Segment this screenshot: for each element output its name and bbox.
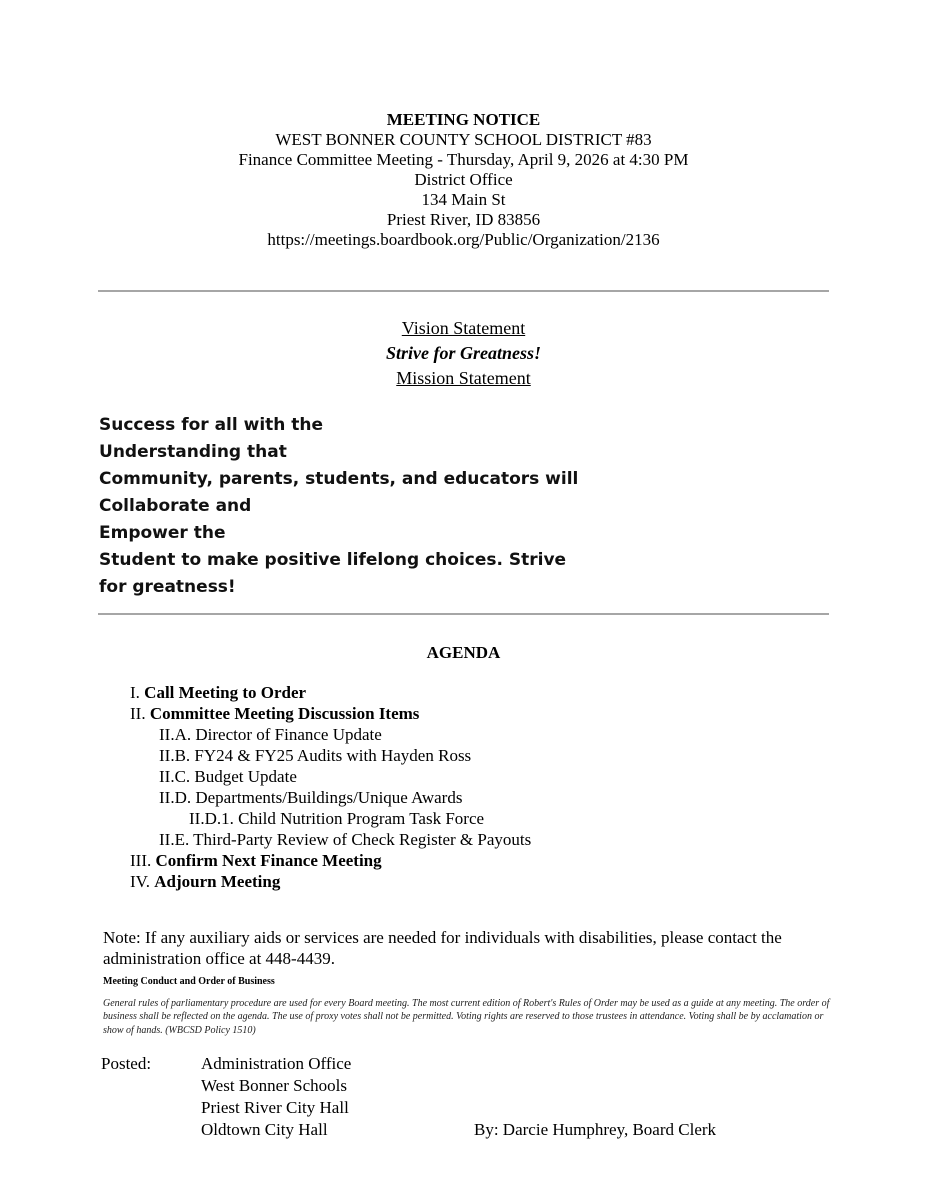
mission-label: Mission Statement bbox=[396, 368, 531, 388]
conduct-body: General rules of parliamentary procedure are used for every Board meeting. The most current edition of Robert's Rules of Order may be used as a guide at any meeting. The order of business shall be reflected on the agenda. The use of proxy votes shall not be permitted. Voting rights are reserved to those trustees in attendance. Voting shall be by acclamation or show of hands. (WBCSD Policy 1510) bbox=[103, 998, 830, 1036]
mission-line: Success for all with the bbox=[99, 415, 324, 435]
notice-title: MEETING NOTICE bbox=[386, 110, 541, 129]
posted-label: Posted: bbox=[101, 1054, 152, 1073]
mission-line: Collaborate and bbox=[99, 496, 252, 516]
mission-line: Understanding that bbox=[99, 442, 287, 462]
district-name: WEST BONNER COUNTY SCHOOL DISTRICT #83 bbox=[275, 130, 652, 149]
street-address: 134 Main St bbox=[421, 190, 506, 209]
mission-line: for greatness! bbox=[99, 577, 236, 597]
divider bbox=[98, 613, 829, 615]
vision-text: Strive for Greatness! bbox=[385, 343, 541, 363]
mission-line: Student to make positive lifelong choices. Strive bbox=[99, 550, 567, 570]
agenda-item: II.B. FY24 & FY25 Audits with Hayden Ross bbox=[159, 746, 472, 765]
agenda-item: II.D. Departments/Buildings/Unique Awards bbox=[159, 788, 463, 807]
accessibility-note: Note: If any auxiliary aids or services are needed for individuals with disabilities, please contact the administration office at 448-4439. bbox=[103, 928, 782, 968]
posted-place: Administration Office bbox=[201, 1054, 352, 1073]
agenda-item: IV. Adjourn Meeting bbox=[130, 872, 281, 891]
agenda-title: AGENDA bbox=[426, 643, 501, 662]
mission-line: Community, parents, students, and educators will bbox=[99, 469, 579, 489]
divider bbox=[98, 290, 829, 292]
city-address: Priest River, ID 83856 bbox=[386, 210, 541, 229]
agenda-item: III. Confirm Next Finance Meeting bbox=[130, 851, 382, 870]
meeting-datetime: Finance Committee Meeting - Thursday, April 9, 2026 at 4:30 PM bbox=[238, 150, 689, 169]
agenda-item: II.A. Director of Finance Update bbox=[159, 725, 382, 744]
agenda-item: II. Committee Meeting Discussion Items bbox=[130, 704, 420, 723]
posted-place: West Bonner Schools bbox=[201, 1076, 347, 1095]
meeting-location: District Office bbox=[414, 170, 513, 189]
mission-statement bbox=[99, 412, 578, 601]
agenda-item: II.E. Third-Party Review of Check Register & Payouts bbox=[159, 830, 532, 849]
agenda-item: I. Call Meeting to Order bbox=[130, 683, 307, 702]
mission-line: Empower the bbox=[99, 523, 226, 543]
boardbook-url[interactable]: https://meetings.boardbook.org/Public/Organization/2136 bbox=[267, 230, 660, 249]
conduct-heading: Meeting Conduct and Order of Business bbox=[103, 976, 275, 987]
posted-place: Oldtown City Hall bbox=[201, 1120, 328, 1139]
agenda-item: II.D.1. Child Nutrition Program Task Force bbox=[189, 809, 485, 828]
posted-place: Priest River City Hall bbox=[201, 1098, 349, 1117]
agenda-item: II.C. Budget Update bbox=[159, 767, 297, 786]
vision-label: Vision Statement bbox=[401, 318, 526, 338]
posted-by: By: Darcie Humphrey, Board Clerk bbox=[474, 1120, 717, 1139]
